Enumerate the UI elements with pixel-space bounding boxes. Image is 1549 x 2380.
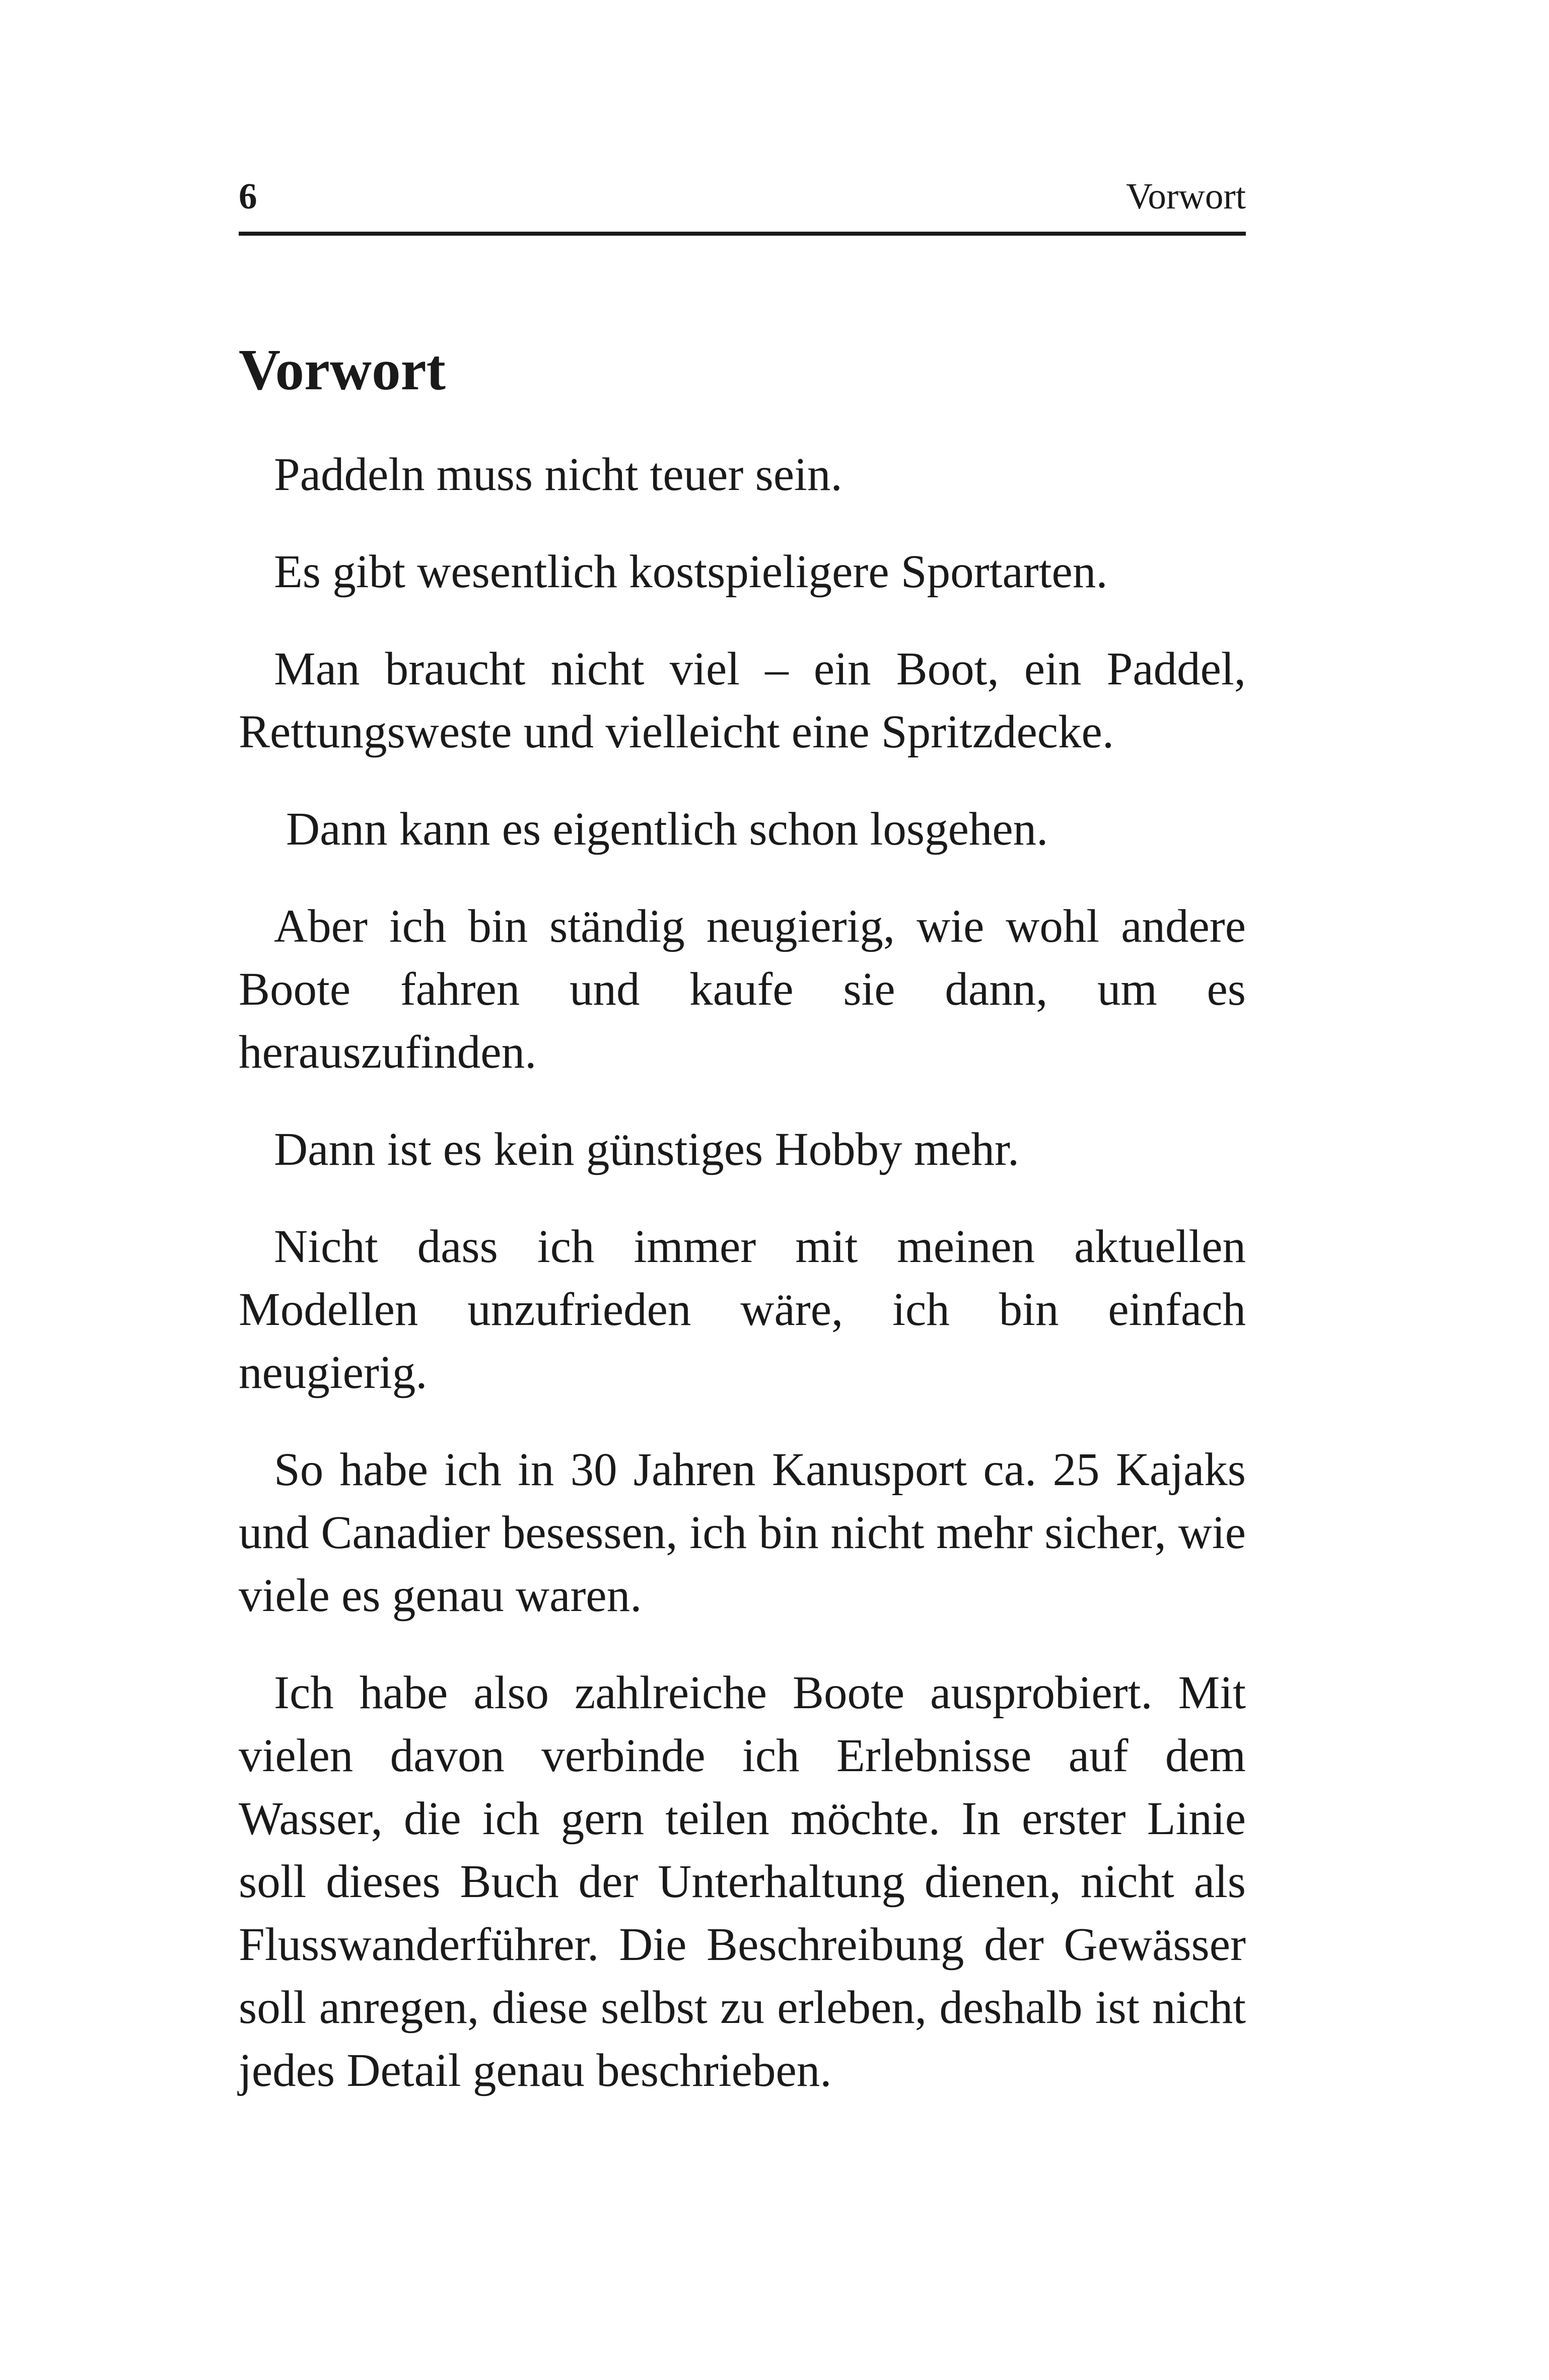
paragraph: Man braucht nicht viel – ein Boot, ein Paddel, Rettungsweste und vielleicht eine Spritzdecke. xyxy=(239,643,1246,758)
paragraph: Ich habe also zahlreiche Boote ausprobiert. Mit vielen davon verbinde ich Erlebnisse auf dem Wasser, die ich gern teilen möchte. In erster Linie soll dieses Buch der Unterhaltung dienen, nicht als Flusswanderführer. Die Beschreibung der Gewässer soll anregen, diese selbst zu erleben, deshalb ist nicht jedes Detail genau beschrieben. xyxy=(239,1667,1246,2096)
paragraph: Aber ich bin ständig neugierig, wie wohl andere Boote fahren und kaufe sie dann, um es herauszufinden. xyxy=(239,900,1246,1078)
book-page xyxy=(239,0,1246,2380)
paragraph: Dann ist es kein günstiges Hobby mehr. xyxy=(274,1124,1020,1175)
paragraph: So habe ich in 30 Jahren Kanusport ca. 25 Kajaks und Canadier besessen, ich bin nicht mehr sicher, wie viele es genau waren. xyxy=(239,1444,1246,1622)
paragraph: Nicht dass ich immer mit meinen aktuellen Modellen unzufrieden wäre, ich bin einfach neugierig. xyxy=(239,1221,1246,1398)
running-title: Vorwort xyxy=(1126,176,1246,217)
paragraph: Paddeln muss nicht teuer sein. xyxy=(274,449,842,501)
chapter-title: Vorwort xyxy=(239,338,446,402)
page-number: 6 xyxy=(239,176,257,217)
paragraph: Es gibt wesentlich kostspieligere Sportarten. xyxy=(274,546,1108,598)
header-rule xyxy=(239,232,1246,236)
paragraph: Dann kann es eigentlich schon losgehen. xyxy=(286,803,1048,855)
body-text xyxy=(239,443,1246,2136)
running-head xyxy=(239,166,1246,227)
